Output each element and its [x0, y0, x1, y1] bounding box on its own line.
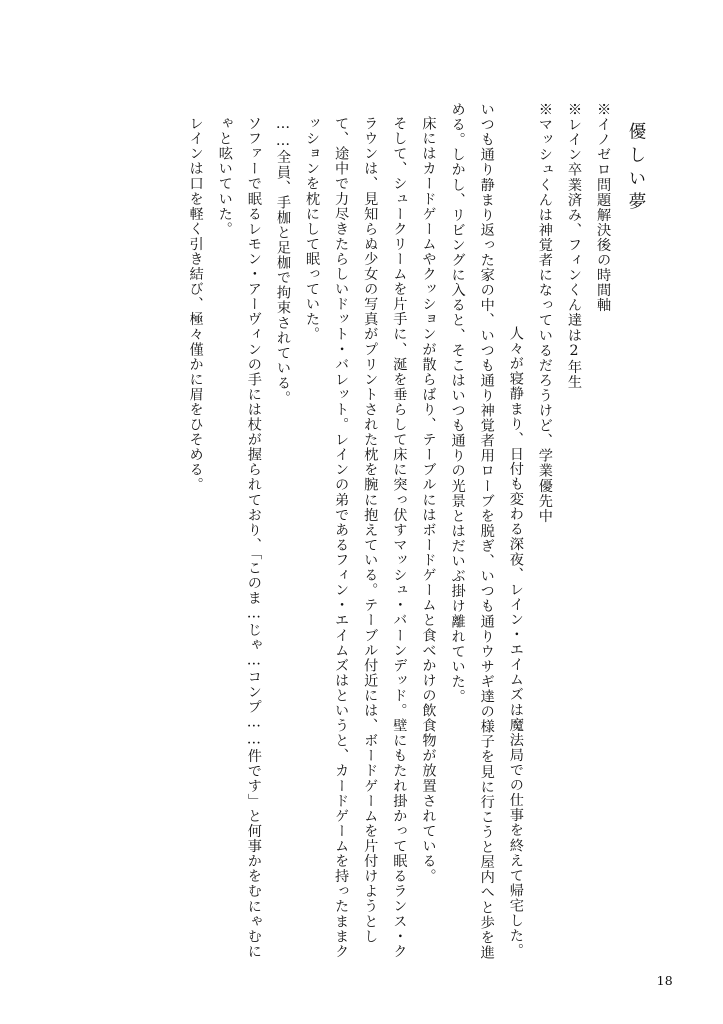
- paragraph-7: レインは口を軽く引き結び、極々僅かに眉をひそめる。: [187, 116, 204, 493]
- paragraph-4: そして、シュークリームを片手に、涎を垂らして床に突っ伏すマッシュ・バーンデッド。壁にもたれ掛かって眠るランス・クラウンは、見知らぬ少女の写真がプリントされた枕を腕に抱えている。テーブル付近には、ボードゲームを片付けようとして、途中で力尽きたらしいドット・バレット。レインの弟であるフィン・エイムズはというと、カードゲームを持ったままクッションを枕にして眠っていた。: [304, 116, 408, 959]
- chapter-title: 優しい夢: [626, 122, 646, 216]
- paragraph-2: いつも通り静まり返った家の中、いつも通り神覚者用ローブを脱ぎ、いつも通りウサギ達の様子を見に行こうと屋内へと歩を進める。しかし、リビングに入ると、そこはいつも通りの光景とはだいぶ掛け離れていた。: [449, 102, 495, 960]
- vertical-text-block: [71, 60, 671, 960]
- paragraph-3: 床にはカードゲームやクッションが散らばり、テーブルにはボードゲームと食べかけの飲食物が放置されている。: [420, 116, 437, 884]
- note-line-3: ※マッシュくんは神覚者になっているだろうけど、学業優先中: [536, 102, 553, 524]
- note-line-1: ※イノゼロ問題解決後の時間軸: [595, 102, 612, 313]
- page-number: 18: [656, 973, 673, 988]
- note-line-2: ※レイン卒業済み、フィンくん達は2年生: [566, 102, 583, 390]
- paragraph-5: ……全員、手枷と足枷で拘束されている。: [274, 116, 291, 406]
- paragraph-6: ソファーで眠るレモン・アーヴィンの手には杖が握られており、「このま…じゃ…コンプ……件です」と何事かをむにゃむにゃと呟いていた。: [216, 116, 262, 960]
- paragraph-1: 人々が寝静まり、日付も変わる深夜、レイン・エイムズは魔法局での仕事を終えて帰宅した。: [507, 326, 524, 959]
